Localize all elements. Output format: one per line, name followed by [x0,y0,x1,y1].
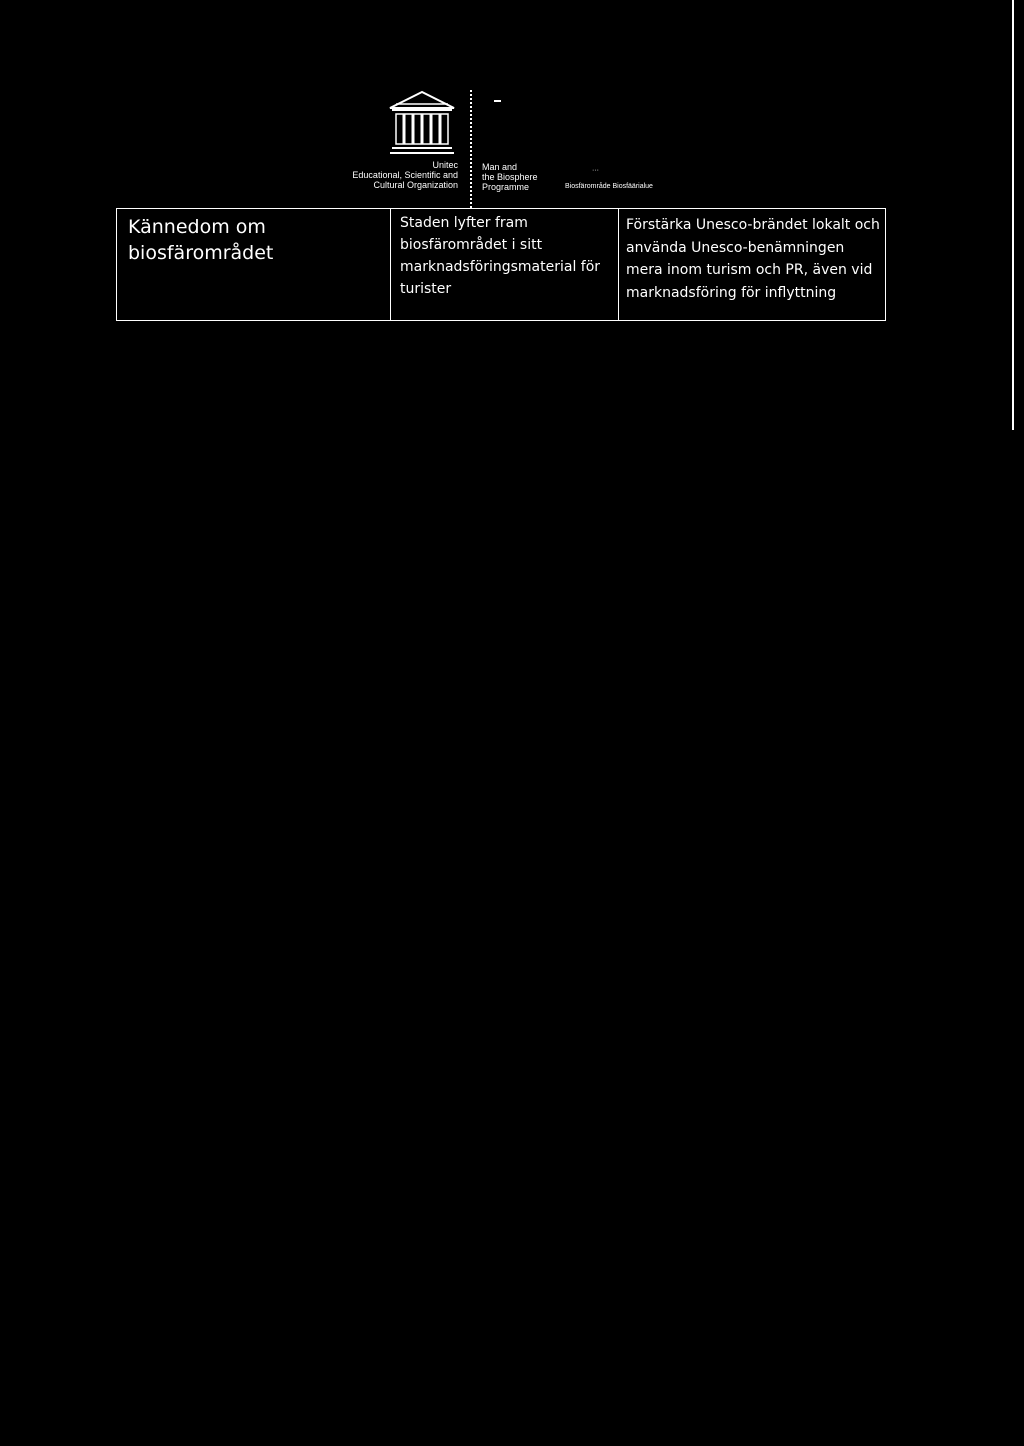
table-col-divider-1 [390,208,391,321]
mab-line-2: the Biosphere [482,172,538,182]
table-bottom-border [116,320,886,321]
unesco-temple-emblem [386,90,458,158]
biosphere-top-mark: ··· [592,167,599,174]
table-cell-status: Staden lyfter fram biosfärområdet i sitt marknadsföringsmaterial för turister [400,215,601,297]
table-top-border [116,208,886,209]
unesco-org-name [340,160,458,190]
logo-dash [494,100,501,102]
mab-line-3: Programme [482,182,530,192]
table-right-border [885,208,886,321]
org-line-3: Cultural Organization [373,180,458,190]
org-line-2: Educational, Scientific and [352,170,458,180]
mab-line-1: Man and [482,162,518,172]
biosphere-area-name: Biosfärområde Biosfäärialue [565,183,653,190]
logo-dotted-divider [470,90,474,208]
goals-table [116,208,886,322]
right-edge-line [1012,0,1014,430]
table-cell-goal: Förstärka Unesco-brändet lokalt och använda Unesco-benämningen mera inom turism och PR, även vid marknadsföring för inflyttning [626,217,880,301]
table-left-border [116,208,117,321]
table-cell-topic: Kännedom om biosfärområdet [128,216,274,264]
unesco-mab-logo [340,90,690,200]
org-line-1: Unitec [432,160,458,170]
